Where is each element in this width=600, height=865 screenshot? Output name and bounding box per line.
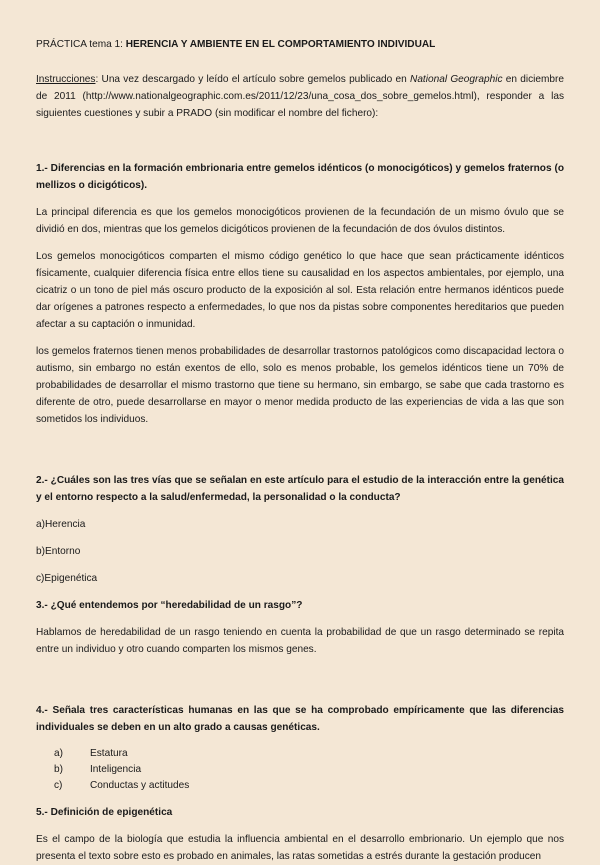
instructions-source: National Geographic [410,74,503,85]
answer-2-item-entorno: b)Entorno [36,546,81,557]
instructions-text-b: en diciembre de 2011 (http://www.nationalgeographic.com.es/2011/12/23/una_cosa_dos_sobre_gemelos.html), responder a las siguientes cuestiones y subir a PRADO (sin modificar el nombre del fichero): [36,74,565,119]
answer-1-paragraph-2: Los gemelos monocigóticos comparten el mismo código genético lo que hace que sean prácticamente idénticos físicamente, cualquier diferencia física entre ellos tiene su causalidad en los aspectos ambientales, por ejemplo, una cicatriz o un tono de piel más oscuro producto de la exposición al sol. Esta relación entre hermanos idénticos puede dar orígenes a patrones respecto a enfermedades, lo que nos da pistas sobre componentes hereditarios que pueden afectar a su captación o inmunidad. [36,251,564,330]
list-item-text: Estatura [90,748,128,759]
answer-2-item-epigenetica: c)Epigenética [36,573,98,584]
answer-5-paragraph: Es el campo de la biología que estudia la influencia ambiental en el desarrollo embrionario. Un ejemplo que nos presenta el texto sobre esto es probado en animales, las ratas sometidas a estrés durante la gestación producen [36,834,564,862]
list-item-text: Conductas y actitudes [90,780,190,791]
practice-title [36,36,564,53]
list-item [36,746,564,762]
spacer [36,438,564,472]
answer-1-paragraph-3: los gemelos fraternos tienen menos probabilidades de desarrollar trastornos patológicos como discapacidad lectora o autismo, sin embargo no están exentos de ello, solo es menos probable, los gemelos idénticos tiene un 70% de probabilidades de desarrollar el mismo trastorno que tiene su hermano, sin embargo, se sabe que cada trastorno es diferente de otro, puede desarrollarse en mayor o menor medida producto de las experiencias de vida a las que son sometidos los individuos. [36,346,564,425]
title-text: HERENCIA Y AMBIENTE EN EL COMPORTAMIENTO INDIVIDUAL [125,39,436,50]
answer-2-item-herencia: a)Herencia [36,519,86,530]
instructions-label: Instrucciones [36,74,96,85]
list-marker: c) [54,780,63,791]
question-4: 4.- Señala tres características humanas en las que se ha comprobado empíricamente que las diferencias individuales se deben en un alto grado a causas genéticas. [36,705,564,733]
instructions-paragraph [36,71,564,122]
list-item [36,778,564,794]
title-prefix: PRÁCTICA tema 1: [36,39,126,50]
list-item-text: Inteligencia [90,764,142,775]
answer-4-list [36,746,564,794]
question-2: 2.- ¿Cuáles son las tres vías que se señalan en este artículo para el estudio de la interacción entre la genética y el entorno respecto a la salud/enfermedad, la personalidad o la conducta? [36,475,564,503]
question-3: 3.- ¿Qué entendemos por “heredabilidad de un rasgo”? [36,600,303,611]
question-5: 5.- Definición de epigenética [36,807,173,818]
answer-1-paragraph-1: La principal diferencia es que los gemelos monocigóticos provienen de la fecundación de un mismo óvulo que se dividió en dos, mientras que los gemelos dicigóticos provienen de la fecundación de dos óvulos distintos. [36,207,564,235]
instructions-text-a: : Una vez descargado y leído el artículo sobre gemelos publicado en [95,74,411,85]
list-item [36,762,564,778]
answer-3-paragraph: Hablamos de heredabilidad de un rasgo teniendo en cuenta la probabilidad de que un rasgo determinado se repita entre un individuo y otro cuando comparten los mismos genes. [36,627,564,655]
spacer [36,668,564,702]
list-marker: a) [54,748,63,759]
question-1: 1.- Diferencias en la formación embrionaria entre gemelos idénticos (o monocigóticos) y gemelos fraternos (o mellizos o dicigóticos). [36,163,564,191]
list-marker: b) [54,764,63,775]
